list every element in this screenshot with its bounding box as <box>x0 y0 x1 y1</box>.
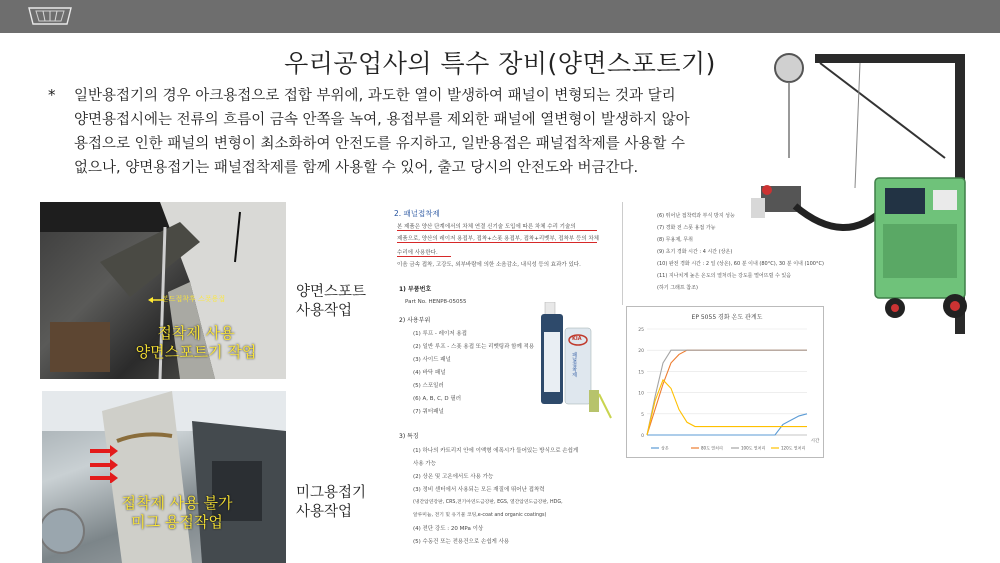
legend-label: 상온 <box>661 445 669 451</box>
feature-item: (1) 하나의 카트리지 안에 이액형 에폭시가 들어있는 방식으로 손쉽게 <box>413 448 579 454</box>
photo1-caption-line: 접착제 사용 <box>157 324 235 342</box>
photo2-caption <box>102 494 252 532</box>
curing-note: (8) 무용제, 무취 <box>657 237 694 243</box>
cartridge-brand: KIA <box>572 336 582 342</box>
curing-note: (10) 완전 경화 시간 : 2 일 (상온), 60 분 이내 (80°C), 30 분 이내 (100°C) <box>657 261 824 267</box>
paragraph-line: 용접으로 인한 패널의 변형이 최소화하여 안전도를 유지하고, 일반용접은 패널접착제를 사용할 수 <box>74 136 685 152</box>
cartridge-label: 패널접착제 <box>571 352 577 377</box>
label-spot-welder <box>296 283 366 321</box>
doc-intro-line: 제품으로, 양산의 레이저 용접부, 접착+스폿 용접부, 접착+리벳부, 접착부 등의 차체 <box>397 236 599 242</box>
y-tick-label: 15 <box>638 370 644 376</box>
series-line <box>647 380 807 435</box>
doc-intro-line: 본 제품은 양산 단계에서의 차체 연결 신기술 도입에 따른 차체 수리 기술의 <box>397 224 576 230</box>
feature-item: 사용 가능 <box>413 461 437 467</box>
arrow-note: 본드접착후 스폿용접 <box>162 295 226 303</box>
part-heading: 1) 부품번호 <box>399 286 432 293</box>
body-paragraph <box>74 84 734 180</box>
legend-label: 100도 열처리 <box>741 445 766 451</box>
usage-item: (3) 사이드 패널 <box>413 357 451 363</box>
label-line: 양면스포트 <box>296 284 367 300</box>
feature-heading: 3) 특징 <box>399 433 419 440</box>
curing-note: (하기 그래프 참조) <box>657 285 698 291</box>
label-mig-welder <box>296 484 366 522</box>
label-line: 사용작업 <box>296 303 353 319</box>
spot-welder-machine-image <box>745 38 985 338</box>
photo2-caption-line: 접착제 사용 불가 <box>121 494 233 512</box>
series-line <box>647 414 807 435</box>
paragraph-line: 없으나, 양면용접기는 패널접착제를 함께 사용할 수 있어, 출고 당시의 안전도와 버금간다. <box>74 160 639 176</box>
usage-item: (4) 바닥 패널 <box>413 370 446 376</box>
mig-weld-photo <box>42 391 286 563</box>
feature-item: (냉간압연강판, CRS,전기아연도금강판, EGS, 열간압연도금강판, HDG, <box>413 500 563 505</box>
top-bar <box>0 0 1000 33</box>
feature-item: (4) 전단 강도 : 20 MPa 이상 <box>413 526 484 532</box>
bullet-mark: * <box>48 86 56 104</box>
feature-item: 알루미늄, 전기 및 유기물 코팅,e-coat and organic coatings) <box>413 513 547 518</box>
curing-note: (11) 지나치게 높은 온도의 열처리는 강도를 떨어뜨릴 수 있음 <box>657 273 792 279</box>
y-tick-label: 20 <box>638 349 644 355</box>
spot-weld-photo <box>40 202 286 379</box>
y-tick-label: 25 <box>638 328 644 333</box>
paragraph-line: 양면용접시에는 전류의 흐름이 금속 안쪽을 녹여, 용접부를 제외한 패널에 열변형이 발생하지 않아 <box>74 112 690 128</box>
adhesive-spec-document <box>389 202 621 552</box>
doc-intro-line: 수리에 사용한다. <box>397 250 438 256</box>
curing-note: (9) 초기 경화 시간 : 4 시간 (상온) <box>657 249 733 255</box>
usage-item: (2) 일반 루프 - 스폿 용접 또는 리벳팅과 함께 적용 <box>413 344 535 350</box>
legend-label: 80도 열처리 <box>701 445 723 451</box>
doc-underline <box>397 256 451 257</box>
chart-title: EP 5055 경화 온도 관계도 <box>691 314 763 321</box>
photo1-caption <box>126 324 266 362</box>
x-axis-label: 시간 <box>810 439 820 444</box>
feature-item: (5) 수동건 또는 전용건으로 손쉽게 사용 <box>413 539 510 545</box>
label-line: 미그용접기 <box>296 485 367 501</box>
doc-underline <box>397 230 597 231</box>
curing-note: (6) 뛰어난 접착력과 부식 방지 성능 <box>657 213 735 219</box>
doc-intro-line: 이음 금속 접착, 고강도, 외부바람에 의한 소음감소, 내식성 등의 효과가 있다. <box>397 262 581 268</box>
usage-item: (6) A, B, C, D 필러 <box>413 396 462 402</box>
photo1-caption-line: 양면스포트기 작업 <box>135 343 257 361</box>
photo2-caption-line: 미그 용접작업 <box>131 513 223 531</box>
doc-underline <box>397 242 597 243</box>
feature-item: (2) 상온 및 고온에서도 사용 가능 <box>413 474 494 480</box>
doc-heading: 2. 패널접착제 <box>394 209 440 218</box>
page-title: 우리공업사의 특수 장비(양면스포트기) <box>284 49 716 78</box>
y-tick-label: 5 <box>641 412 644 418</box>
y-tick-label: 0 <box>641 434 644 439</box>
usage-item: (7) 쿼터패널 <box>413 409 444 415</box>
usage-item: (1) 루프 - 레이저 용접 <box>413 331 467 337</box>
feature-item: (3) 정비 센터에서 사용되는 모든 재질에 뛰어난 접착력 <box>413 487 545 493</box>
label-line: 사용작업 <box>296 504 353 520</box>
curing-note: (7) 경화 전 스폿 용접 가능 <box>657 225 716 231</box>
red-arrow-icon <box>90 443 120 483</box>
part-number: Part No. HENP8-05055 <box>405 299 467 305</box>
mig-weld-photo-scene <box>42 391 286 563</box>
legend-label: 120도 열처리 <box>781 445 806 451</box>
cadillac-logo-icon <box>26 5 74 27</box>
yellow-arrow-icon <box>148 296 164 304</box>
usage-heading: 2) 사용부위 <box>399 317 431 324</box>
y-tick-label: 10 <box>638 391 644 397</box>
paragraph-line: 일반용접기의 경우 아크용접으로 접합 부위에, 과도한 열이 발생하여 패널이 변형되는 것과 달리 <box>74 88 676 104</box>
usage-item: (5) 스포일러 <box>413 383 444 389</box>
